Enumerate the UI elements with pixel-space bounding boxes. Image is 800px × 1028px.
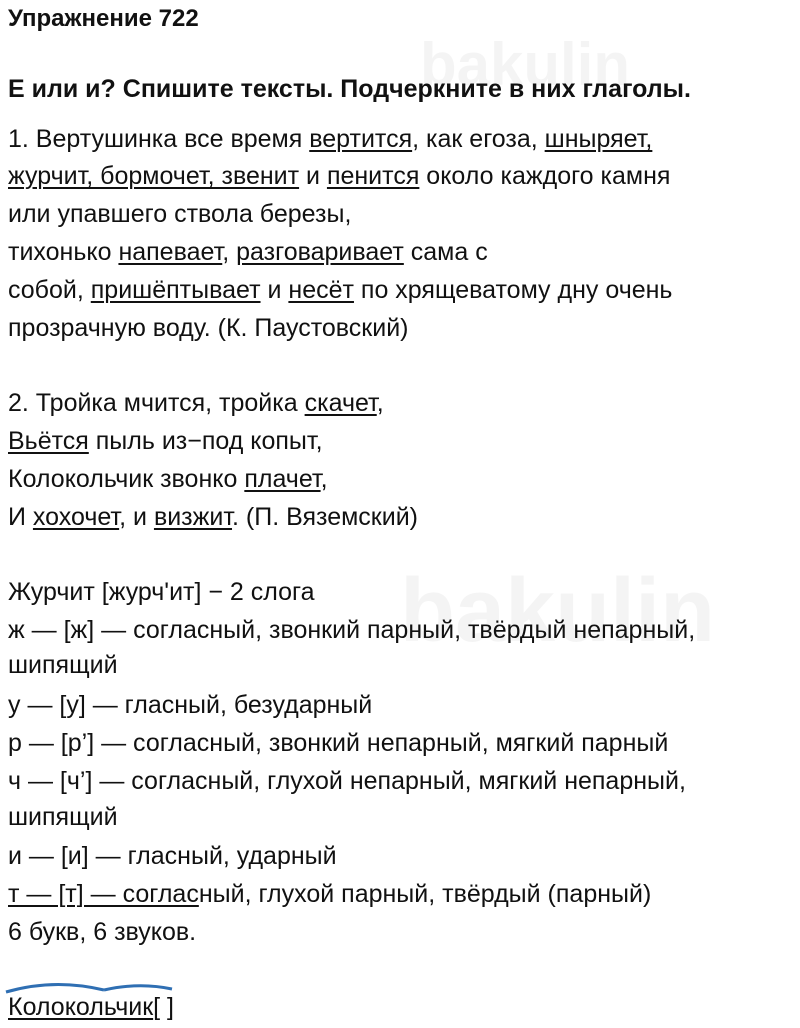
exercise-title: Упражнение 722 [8,5,199,32]
text-fragment: и [299,162,327,190]
text-fragment: около каждого камня [419,162,671,190]
text1-line-4 [8,237,488,267]
analysis-line-10: 6 букв, 6 звуков. [8,918,197,946]
text-fragment: собой, [8,276,91,304]
watermark [400,560,715,663]
text-fragment: И [8,503,33,531]
verb-underlined: скачет [304,389,377,417]
text1-line-5 [8,275,672,305]
syllable-arc [6,984,104,992]
verb-underlined: шныряет, [544,125,653,153]
text-fragment: , и [119,503,154,531]
text-fragment: тихонько [8,238,119,266]
verb-underlined: пенится [326,162,420,190]
text-fragment: пыль из−под копыт, [88,427,323,455]
verb-underlined: пришёптывает [90,276,261,304]
analysis-line-1: Журчит [журч'ит] − 2 слога [8,578,315,606]
text-fragment: или упавшего ствола березы, [8,200,352,228]
syllable-arc [104,986,172,990]
text-fragment: 2. Тройка мчится, тройка [8,389,305,417]
text-fragment: , [222,238,237,266]
text2-line-3 [8,464,328,494]
last-line [8,992,174,1022]
text-fragment: сама с [403,238,488,266]
text-fragment: 1. Вертушинка все время [8,125,310,153]
transcription-bracket: [ ] [153,993,174,1021]
analysis-line-5: р — [р’] — согласный, звонкий непарный, мягкий парный [8,729,669,757]
verb-underlined: журчит, бормочет, звенит [8,162,300,190]
text-underlined: т — [т] — соглас [8,880,199,908]
text-fragment: Колокольчик звонко [8,465,245,493]
analysis-line-3: шипящий [8,651,118,679]
text1-line-6 [8,313,409,343]
text-fragment: прозрачную воду. (К. Паустовский) [8,314,409,342]
text-fragment: , [320,465,328,493]
text1-line-2 [8,161,670,191]
text2-line-1 [8,388,384,418]
task-text: Е или и? Спишите тексты. Подчеркните в них глаголы. [8,75,691,103]
text-fragment: по хрящеватому дну очень [353,276,673,304]
text-fragment: , [376,389,384,417]
text1-line-3 [8,199,351,229]
text-fragment: ный, глухой парный, твёрдый (парный) [198,880,652,908]
analysis-line-2: ж — [ж] — согласный, звонкий парный, твёрдый непарный, [8,616,696,644]
text2-line-2 [8,426,323,456]
analysis-line-7: шипящий [8,803,118,831]
verb-underlined: Вьётся [8,427,89,455]
verb-underlined: хохочет [32,503,120,531]
word-underlined: Колокольчик [8,993,154,1021]
text-fragment: , как егоза, [412,125,545,153]
verb-underlined: несёт [288,276,354,304]
verb-underlined: напевает [118,238,223,266]
text-fragment: . (П. Вяземский) [232,503,418,531]
verb-underlined: плачет [244,465,321,493]
verb-underlined: разговаривает [236,238,404,266]
analysis-line-6: ч — [ч’] — согласный, глухой непарный, мягкий непарный, [8,767,686,795]
text2-line-4 [8,502,418,532]
text-fragment: и [260,276,289,304]
analysis-line-8: и — [и] — гласный, ударный [8,842,337,870]
text1-line-1 [8,124,652,154]
analysis-line-4: у — [у] — гласный, безударный [8,691,373,719]
analysis-line-9 [8,879,651,909]
verb-underlined: визжит [153,503,233,531]
verb-underlined: вертится [309,125,413,153]
